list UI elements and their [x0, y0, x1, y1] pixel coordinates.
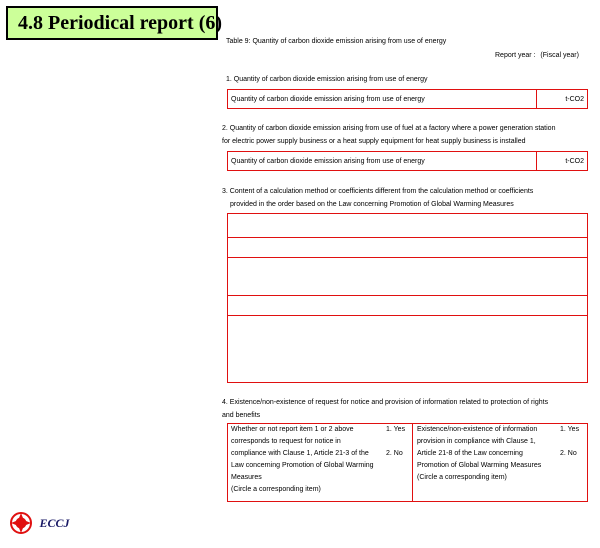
- section4-heading-line2: and benefits: [222, 412, 261, 419]
- section2-row-label: Quantity of carbon dioxide emission arising from use of energy: [231, 158, 425, 165]
- table-caption: Table 9: Quantity of carbon dioxide emission arising from use of energy: [226, 38, 447, 45]
- section4-right-no[interactable]: 2. No: [560, 450, 577, 457]
- page-title: 4.8 Periodical report (6): [6, 6, 218, 40]
- section4-right-yes[interactable]: 1. Yes: [560, 426, 580, 433]
- report-year-label: Report year :: [495, 52, 536, 59]
- section2-table: [227, 151, 588, 171]
- column-divider: [412, 424, 413, 501]
- section3-heading-line2: provided in the order based on the Law concerning Promotion of Global Warming Measures: [230, 201, 514, 208]
- row-divider: [228, 257, 587, 258]
- section2-heading-line2: for electric power supply business or a heat supply equipment for heat supply business is installed: [222, 138, 526, 145]
- logo: [10, 512, 69, 534]
- eccj-logo-icon: [10, 512, 32, 534]
- section2-heading-line1: 2. Quantity of carbon dioxide emission arising from use of fuel at a factory where a power generation station: [222, 125, 556, 132]
- row-divider: [228, 315, 587, 316]
- report-year-value: (Fiscal year): [540, 52, 579, 59]
- report-year: [495, 51, 579, 60]
- section1-heading: 1. Quantity of carbon dioxide emission arising from use of energy: [226, 76, 428, 83]
- section3-table: [227, 213, 588, 383]
- section4-right-text: Existence/non-existence of information provision in compliance with Clause 1, Article 21-8 of the Law concerning Promotion of Global Warming Measures (Circle a corresponding item): [417, 426, 542, 481]
- section4-left-text: Whether or not report item 1 or 2 above corresponds to request for notice in compliance with Clause 1, Article 21-3 of the Law concerning Promotion of Global Warming Measures (Circle a corresponding item): [231, 426, 374, 493]
- section4-table: [227, 423, 588, 502]
- divider: [536, 152, 537, 170]
- section1-table: [227, 89, 588, 109]
- row-divider: [228, 295, 587, 296]
- logo-text: ECCJ: [39, 515, 70, 530]
- section4-left-yes[interactable]: 1. Yes: [386, 426, 406, 433]
- section1-row-label: Quantity of carbon dioxide emission arising from use of energy: [231, 96, 425, 103]
- section4-left-no[interactable]: 2. No: [386, 450, 403, 457]
- section2-unit: t-CO2: [565, 158, 584, 165]
- section4-heading-line1: 4. Existence/non-existence of request for notice and provision of information related to protection of rights: [222, 399, 549, 406]
- divider: [536, 90, 537, 108]
- section3-heading-line1: 3. Content of a calculation method or coefficients different from the calculation method or coefficients: [222, 188, 534, 195]
- row-divider: [228, 237, 587, 238]
- section1-unit: t-CO2: [565, 96, 584, 103]
